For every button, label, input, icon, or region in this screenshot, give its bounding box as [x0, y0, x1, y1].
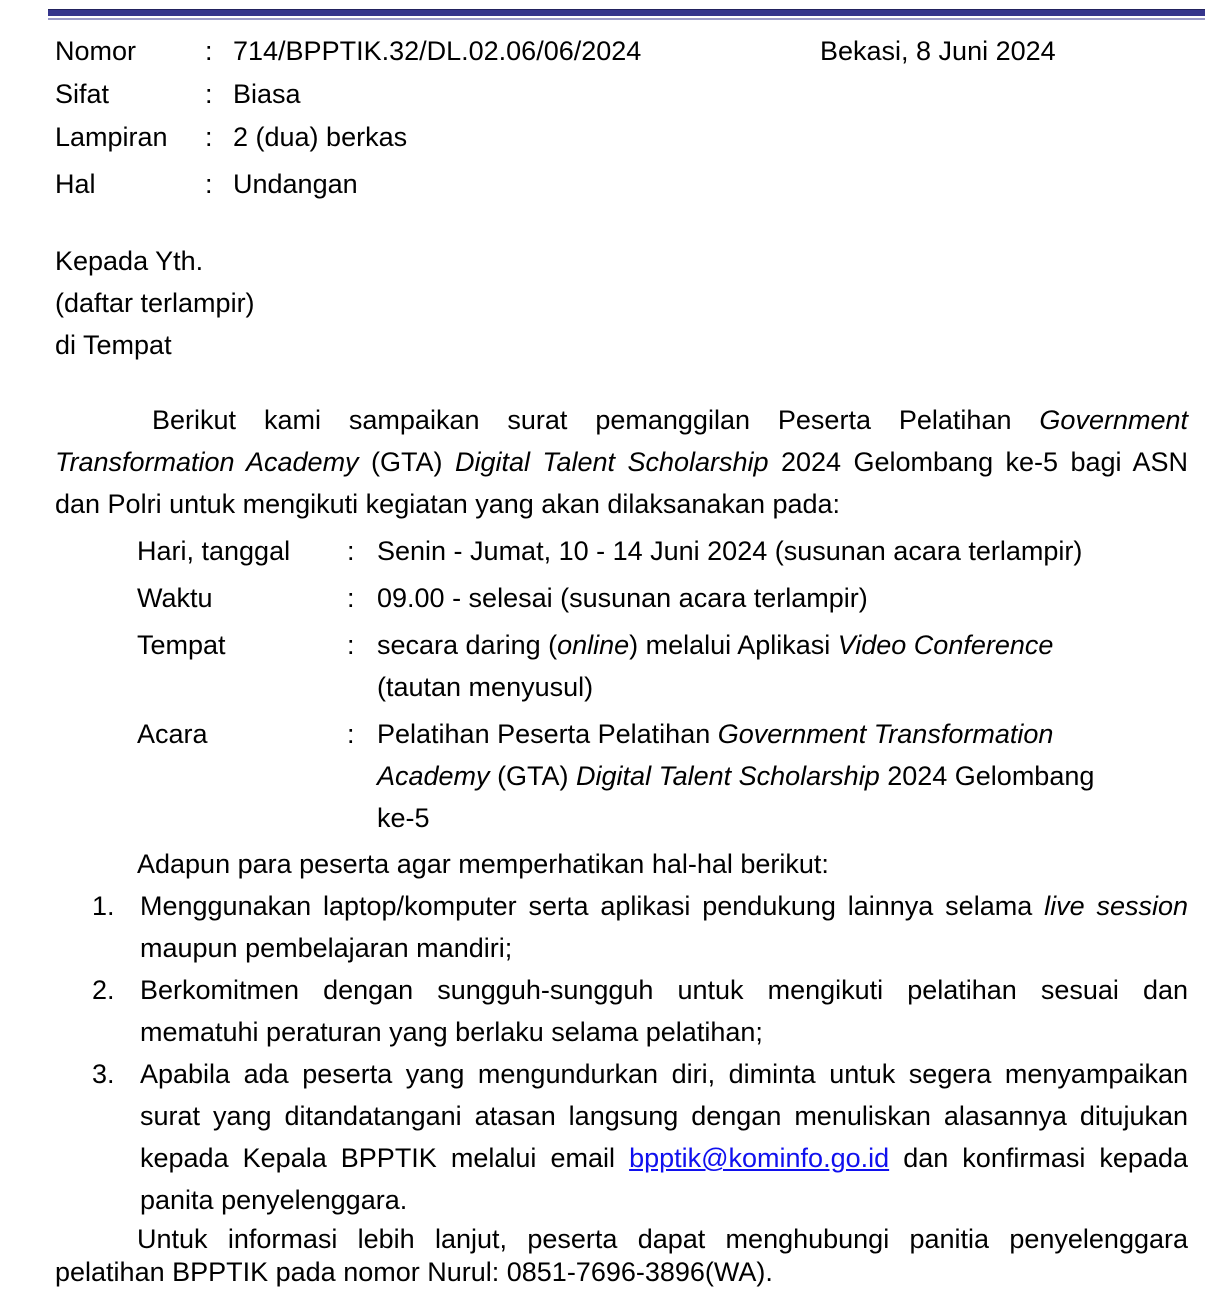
closing-paragraph — [55, 1223, 1188, 1289]
letter-body — [0, 30, 1228, 1289]
detail-label: Acara — [137, 719, 208, 749]
detail-row-hari-tanggal — [55, 530, 1188, 572]
detail-label: Tempat — [137, 630, 226, 660]
text-run: Menggunakan laptop/komputer serta aplikasi pendukung lainnya selama — [140, 891, 1045, 921]
recipient-line-salutation: Kepada Yth. — [55, 246, 204, 276]
list-item-2 — [55, 969, 1188, 1053]
meta-row-nomor — [55, 30, 1188, 73]
letterhead-rule-thick — [48, 9, 1205, 16]
text-run: maupun pembelajaran mandiri; — [140, 933, 513, 963]
detail-value — [377, 624, 1188, 708]
meta-value-nomor: 714/BPPTIK.32/DL.02.06/06/2024 — [233, 36, 642, 66]
numbered-list — [55, 885, 1188, 1221]
detail-value — [377, 577, 1188, 619]
meta-value-hal: Undangan — [233, 169, 358, 199]
text-run: dan konfirmasi kepada panita penyelenggara. — [140, 1143, 1188, 1215]
meta-row-lampiran — [55, 116, 1188, 159]
meta-row-sifat — [55, 73, 1188, 116]
italic-text-run: Digital Talent Scholarship — [576, 761, 880, 791]
text-run: Senin - Jumat, 10 - 14 Juni 2024 (susunan acara terlampir) — [377, 536, 1083, 566]
list-item-number: 3. — [92, 1059, 115, 1089]
opening-paragraph — [55, 399, 1188, 525]
text-run: Berkomitmen dengan sungguh-sungguh untuk mengikuti pelatihan sesuai dan mematuhi peraturan yang berlaku selama pelatihan; — [140, 975, 1188, 1047]
meta-colon: : — [205, 169, 213, 199]
notes-intro: Adapun para peserta agar memperhatikan hal-hal berikut: — [137, 849, 829, 879]
text-run: (GTA) — [358, 447, 455, 477]
text-run: 2024 Gelombang ke-5 bagi ASN dan Polri untuk mengikuti kegiatan yang akan dilaksanakan pada: — [55, 447, 1189, 519]
italic-text-run: Government Transformation Academy — [55, 405, 1188, 477]
list-item-number: 1. — [92, 891, 115, 921]
place-date: Bekasi, 8 Juni 2024 — [820, 36, 1056, 66]
text-run: Pelatihan Peserta Pelatihan — [377, 719, 718, 749]
meta-colon: : — [205, 79, 213, 109]
italic-text-run: Government Transformation — [717, 719, 1054, 749]
meta-block — [55, 30, 1188, 206]
letterhead-rule — [48, 9, 1205, 20]
text-run: Apabila ada peserta yang mengundurkan diri, diminta untuk segera menyampaikan surat yang ditandatangani atasan langsung dengan menuliskan alasannya ditujukan kepada Kepala BPPTIK melalui email — [140, 1059, 1188, 1173]
detail-row-waktu — [55, 577, 1188, 619]
meta-row-hal — [55, 163, 1188, 206]
detail-value — [377, 713, 1188, 839]
detail-value — [377, 530, 1188, 572]
email-link[interactable]: bpptik@kominfo.go.id — [629, 1143, 890, 1173]
text-run: (tautan menyusul) — [377, 672, 594, 702]
text-run: (GTA) — [489, 761, 577, 791]
meta-label-hal: Hal — [55, 169, 96, 199]
detail-colon: : — [347, 583, 355, 613]
text-run: Berikut kami sampaikan surat pemanggilan Peserta Pelatihan — [152, 405, 1040, 435]
list-item-3 — [55, 1053, 1188, 1221]
letterhead-rule-thin — [48, 18, 1205, 20]
italic-text-run: Academy — [377, 761, 490, 791]
meta-colon: : — [205, 36, 213, 66]
recipient-block — [55, 240, 1188, 366]
detail-colon: : — [347, 719, 355, 749]
list-item-number: 2. — [92, 975, 115, 1005]
list-item-text — [140, 885, 1188, 969]
meta-label-nomor: Nomor — [55, 36, 137, 66]
detail-colon: : — [347, 536, 355, 566]
meta-value-sifat: Biasa — [233, 79, 301, 109]
text-run: ) melalui Aplikasi — [629, 630, 838, 660]
detail-label: Waktu — [137, 583, 213, 613]
detail-row-tempat — [55, 624, 1188, 708]
detail-label: Hari, tanggal — [137, 536, 291, 566]
meta-colon: : — [205, 122, 213, 152]
italic-text-run: Digital Talent Scholarship — [454, 447, 769, 477]
text-run: ke-5 — [377, 803, 430, 833]
meta-label-sifat: Sifat — [55, 79, 110, 109]
text-run: secara daring ( — [377, 630, 558, 660]
text-run: Untuk informasi lebih lanjut, peserta dapat menghubungi panitia penyelenggara pelatihan BPPTIK pada nomor Nurul: 0851-7696-3896(WA). — [55, 1224, 1188, 1287]
meta-value-lampiran: 2 (dua) berkas — [233, 122, 408, 152]
meta-label-lampiran: Lampiran — [55, 122, 168, 152]
recipient-line-attachment-note: (daftar terlampir) — [55, 288, 255, 318]
recipient-line-place: di Tempat — [55, 330, 172, 360]
text-run: 2024 Gelombang — [879, 761, 1095, 791]
detail-colon: : — [347, 630, 355, 660]
italic-text-run: Video Conference — [837, 630, 1054, 660]
list-item-text — [140, 1053, 1188, 1221]
list-item-1 — [55, 885, 1188, 969]
italic-text-run: online — [557, 630, 630, 660]
details-list — [55, 530, 1188, 839]
text-run: 09.00 - selesai (susunan acara terlampir) — [377, 583, 868, 613]
detail-row-acara — [55, 713, 1188, 839]
list-item-text — [140, 969, 1188, 1053]
italic-text-run: live session — [1044, 891, 1188, 921]
